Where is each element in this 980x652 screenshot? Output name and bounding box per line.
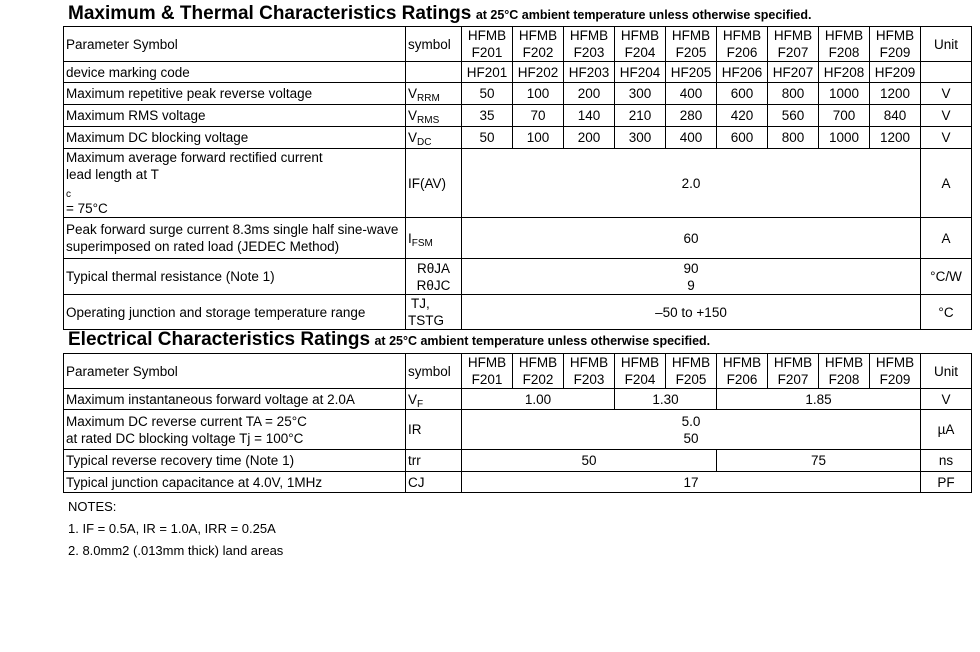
row-unit: V — [921, 389, 972, 410]
header-part: HFMB F207 — [768, 27, 819, 62]
header-part: HFMB F202 — [513, 354, 564, 389]
row-param: Maximum RMS voltage — [64, 105, 406, 127]
cell-value: 90 9 — [462, 259, 921, 295]
row-symbol: $V_{RRM}$ — [406, 83, 462, 105]
table-row — [64, 62, 972, 83]
header-part: HFMB F207 — [768, 354, 819, 389]
cell-value: 300 — [615, 83, 666, 105]
table-row — [64, 450, 972, 472]
header-part: HFMB F204 — [615, 27, 666, 62]
cell-value: 210 — [615, 105, 666, 127]
cell-value: 35 — [462, 105, 513, 127]
table-row — [64, 472, 972, 493]
cell-value: HF201 — [462, 62, 513, 83]
row-unit: °C — [921, 295, 972, 330]
cell-value: HF204 — [615, 62, 666, 83]
header-part: HFMB F209 — [870, 354, 921, 389]
table-row — [64, 410, 972, 450]
table-row — [64, 105, 972, 127]
row-unit: V — [921, 127, 972, 149]
row-param: Maximum DC blocking voltage — [64, 127, 406, 149]
row-symbol: RθJA RθJC — [406, 259, 462, 295]
header-part: HFMB F208 — [819, 27, 870, 62]
row-param: Maximum average forward rectified current lead length at T c = 75°C — [64, 149, 406, 218]
table-row — [64, 127, 972, 149]
header-part: HFMB F206 — [717, 27, 768, 62]
cell-value: HF206 — [717, 62, 768, 83]
cell-value: HF205 — [666, 62, 717, 83]
header-part: HFMB F205 — [666, 354, 717, 389]
header-part: HFMB F203 — [564, 27, 615, 62]
table-row — [64, 259, 972, 295]
row-unit: A — [921, 149, 972, 218]
row-symbol: $I_{FSM}$ — [406, 218, 462, 259]
cell-value: 2.0 — [462, 149, 921, 218]
cell-value: 60 — [462, 218, 921, 259]
section2-heading: Electrical Characteristics Ratings — [68, 329, 371, 350]
table-row — [64, 83, 972, 105]
cell-value: 200 — [564, 127, 615, 149]
cell-value: 70 — [513, 105, 564, 127]
header-symbol: symbol — [406, 354, 462, 389]
row-unit: PF — [921, 472, 972, 493]
header-param: Parameter Symbol — [64, 27, 406, 62]
note-item: 1. IF = 0.5A, IR = 1.0A, IRR = 0.25A — [68, 521, 276, 536]
cell-value: 50 — [462, 127, 513, 149]
header-symbol: symbol — [406, 27, 462, 62]
row-param: Maximum instantaneous forward voltage at 2.0A — [64, 389, 406, 410]
section1-heading: Maximum & Thermal Characteristics Ratings — [68, 3, 472, 24]
table-row — [64, 218, 972, 259]
cell-value: 1200 — [870, 83, 921, 105]
table-row — [64, 149, 972, 218]
table-header-row — [64, 27, 972, 62]
section2-title — [68, 329, 710, 351]
row-param: Maximum repetitive peak reverse voltage — [64, 83, 406, 105]
row-symbol: IF(AV) — [406, 149, 462, 218]
row-param: Peak forward surge current 8.3ms single half sine-wave superimposed on rated load (JEDEC Method) — [64, 218, 406, 259]
header-part: HFMB F203 — [564, 354, 615, 389]
row-symbol — [406, 62, 462, 83]
cell-value: 400 — [666, 83, 717, 105]
cell-value: 1.00 — [462, 389, 615, 410]
cell-value: 75 — [717, 450, 921, 472]
cell-value: 50 — [462, 450, 717, 472]
cell-value: 1.30 — [615, 389, 717, 410]
header-param: Parameter Symbol — [64, 354, 406, 389]
row-param: Operating junction and storage temperature range — [64, 295, 406, 330]
cell-value: 140 — [564, 105, 615, 127]
row-symbol: $V_{DC}$ — [406, 127, 462, 149]
cell-value: 1.85 — [717, 389, 921, 410]
header-part: HFMB F204 — [615, 354, 666, 389]
row-param: Typical junction capacitance at 4.0V, 1MHz — [64, 472, 406, 493]
table-row — [64, 295, 972, 330]
electrical-table — [63, 353, 972, 493]
cell-value: 600 — [717, 127, 768, 149]
cell-value: 800 — [768, 83, 819, 105]
header-part: HFMB F208 — [819, 354, 870, 389]
row-unit: ns — [921, 450, 972, 472]
cell-value: 1000 — [819, 83, 870, 105]
row-param: Typical thermal resistance (Note 1) — [64, 259, 406, 295]
header-part: HFMB F201 — [462, 27, 513, 62]
header-part: HFMB F209 — [870, 27, 921, 62]
cell-value: –50 to +150 — [462, 295, 921, 330]
header-unit: Unit — [921, 354, 972, 389]
section1-title — [68, 3, 811, 25]
cell-value: HF208 — [819, 62, 870, 83]
section1-subheading: at 25°C ambient temperature unless otherwise specified. — [475, 8, 812, 22]
cell-value: 5.0 50 — [462, 410, 921, 450]
header-part: HFMB F205 — [666, 27, 717, 62]
row-unit: A — [921, 218, 972, 259]
max-thermal-table — [63, 26, 972, 330]
row-param: Typical reverse recovery time (Note 1) — [64, 450, 406, 472]
cell-value: 560 — [768, 105, 819, 127]
cell-value: 420 — [717, 105, 768, 127]
row-unit: µA — [921, 410, 972, 450]
table-row — [64, 389, 972, 410]
table-header-row — [64, 354, 972, 389]
cell-value: 1000 — [819, 127, 870, 149]
header-unit: Unit — [921, 27, 972, 62]
cell-value: 50 — [462, 83, 513, 105]
row-symbol: trr — [406, 450, 462, 472]
cell-value: 17 — [462, 472, 921, 493]
cell-value: 200 — [564, 83, 615, 105]
cell-value: HF203 — [564, 62, 615, 83]
row-symbol: CJ — [406, 472, 462, 493]
cell-value: 840 — [870, 105, 921, 127]
row-symbol: TJ, TSTG — [406, 295, 462, 330]
cell-value: 300 — [615, 127, 666, 149]
section2-subheading: at 25°C ambient temperature unless otherwise specified. — [374, 334, 711, 348]
cell-value: 600 — [717, 83, 768, 105]
row-param: device marking code — [64, 62, 406, 83]
row-symbol: $V_{RMS}$ — [406, 105, 462, 127]
cell-value: 400 — [666, 127, 717, 149]
row-unit — [921, 62, 972, 83]
row-param: Maximum DC reverse current TA = 25°C at rated DC blocking voltage Tj = 100°C — [64, 410, 406, 450]
row-symbol: $V_F$ — [406, 389, 462, 410]
note-item: 2. 8.0mm2 (.013mm thick) land areas — [68, 543, 284, 558]
header-part: HFMB F201 — [462, 354, 513, 389]
cell-value: 800 — [768, 127, 819, 149]
cell-value: HF207 — [768, 62, 819, 83]
row-unit: V — [921, 105, 972, 127]
cell-value: 1200 — [870, 127, 921, 149]
cell-value: 100 — [513, 83, 564, 105]
cell-value: 280 — [666, 105, 717, 127]
notes-heading: NOTES: — [68, 499, 117, 514]
row-symbol: IR — [406, 410, 462, 450]
header-part: HFMB F206 — [717, 354, 768, 389]
row-unit: °C/W — [921, 259, 972, 295]
header-part: HFMB F202 — [513, 27, 564, 62]
cell-value: HF209 — [870, 62, 921, 83]
row-unit: V — [921, 83, 972, 105]
cell-value: HF202 — [513, 62, 564, 83]
cell-value: 700 — [819, 105, 870, 127]
cell-value: 100 — [513, 127, 564, 149]
